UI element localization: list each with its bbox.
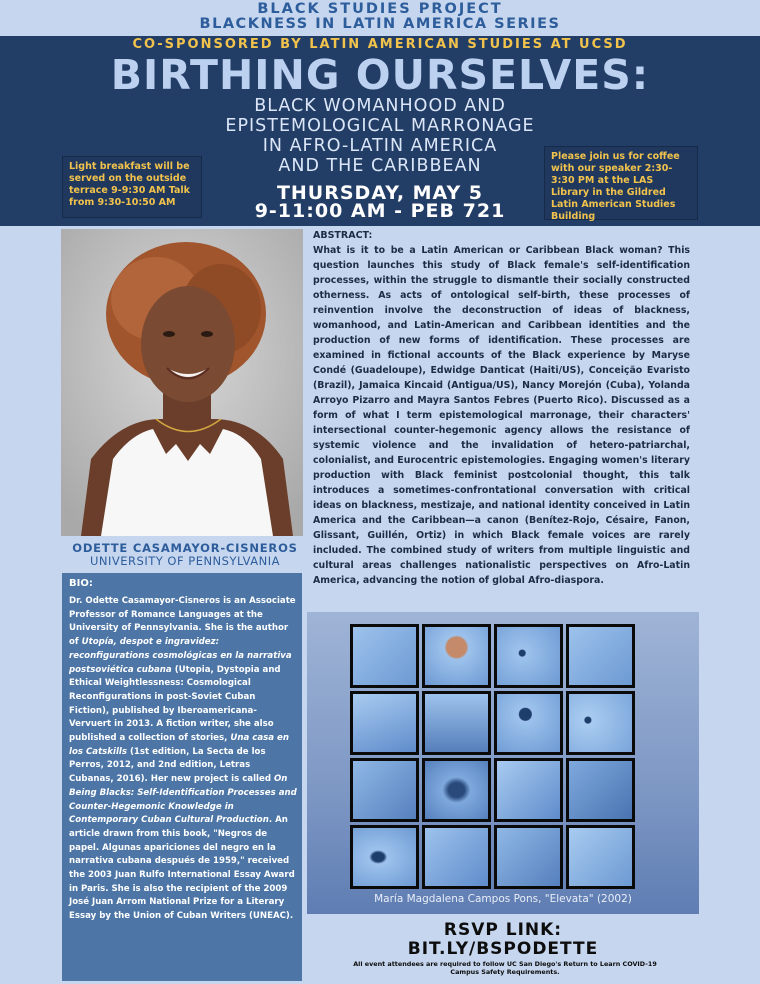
artwork-image-grid	[350, 624, 633, 888]
speaker-affiliation: UNIVERSITY OF PENNSYLVANIA	[90, 554, 280, 568]
event-subtitle	[170, 96, 590, 176]
artwork-tile	[566, 758, 635, 822]
event-time-place: 9-11:00 AM - PEB 721	[254, 200, 506, 222]
artwork-tile	[566, 825, 635, 889]
abstract-text: What is it to be a Latin American or Caribbean Black woman? This question launches this study of Black female's self-identification processes, within the struggle to dismantle their socially constructed otherness. As acts of ontological self-birth, these processes of reinvention involve the deconstruction of ideas of blackness, womanhood, and Latin-American and Caribbean identities and the production of new forms of identification. These processes are examined in fictional accounts of the Black experience by Maryse Condé (Guadeloupe), Edwidge Danticat (Haiti/US), Conceição Evaristo (Brazil), Jamaica Kincaid (Antigua/US), Nancy Morejón (Cuba), Yolanda Arroyo Pizarro and Mayra Santos Febres (Puerto Rico). Discussed as a form of what I term epistemological marronage, their characters' intersectional counter-hegemonic agency allows the resistance of systemic violence and the invalidation of hetero-patriarchal, colonialist, and Eurocentric epistemologies. Engaging women's literary production with Black feminist postcolonial thought, this talk introduces a sometimes-confrontational conversation with critical ideas on blackness, mestizaje, and national identity conceived in Latin America and the Caribbean—a canon (Benítez-Rojo, Césaire, Fanon, Glissant, Guillén, Ortiz) in which Black female voices are rarely included. The combined study of writers from multiple linguistic and cultural areas challenges nationalistic perspectives on Afro-Latin America, advancing the notion of global Afro-diaspora.	[313, 245, 690, 586]
covid-notice: All event attendees are required to follow UC San Diego's Return to Learn COVID-19 Campus Safety Requirements.	[353, 960, 657, 976]
abstract-heading: ABSTRACT:	[313, 230, 373, 241]
subtitle-line: AND THE CARIBBEAN	[278, 156, 482, 176]
artwork-tile	[422, 825, 491, 889]
speaker-portrait-image	[61, 229, 303, 536]
cosponsor-line: CO-SPONSORED BY LATIN AMERICAN STUDIES AT UCSD	[132, 37, 628, 52]
subtitle-line: IN AFRO-LATIN AMERICA	[262, 136, 498, 156]
subtitle-line: EPISTEMOLOGICAL MARRONAGE	[225, 116, 535, 136]
coffee-note: Please join us for coffee with our speaker 2:30-3:30 PM at the LAS Library in the Gildred Latin American Studies Building	[544, 146, 698, 220]
event-title: BIRTHING OURSELVES:	[110, 51, 650, 99]
bio-segment: Dr. Odette Casamayor-Cisneros is an Associate Professor of Romance Languages at the University of Pennsylvania. She is the author of	[69, 596, 296, 648]
event-date: THURSDAY, MAY 5	[276, 182, 484, 204]
series-title: BLACK STUDIES PROJECT	[257, 1, 503, 17]
artwork-tile	[350, 825, 419, 889]
bio-segment: (Utopia, Dystopia and Ethical Weightlessness: Cosmological Reconfigurations in post-Soviet Cuban Fiction), published by Iberoamericana-Vervuert in 2013. A fiction writer, she also published a collection of stories,	[69, 664, 281, 744]
book-title: On Being Blacks: Self-Identification Processes and Counter-Hegemonic Knowledge in Contemporary Cuban Cultural Production	[69, 774, 297, 826]
bio-heading: BIO:	[69, 578, 93, 589]
book-title: Utopía, despot e ingravidez: reconfigurations cosmológicas en la narrativa postsoviética cubana	[69, 637, 292, 675]
bio-segment: . An article drawn from this book, "Negros de papel. Algunas apariciones del negro en la narrativa cubana después de 1959," received the 2003 Juan Rulfo International Essay Award in Paris. She is also the recipient of the 2009 José Juan Arrom National Prize for a Literary Essay by the Union of Cuban Writers (UNEAC).	[69, 815, 295, 922]
artwork-tile	[494, 624, 563, 688]
artwork-tile	[350, 624, 419, 688]
bio-text	[69, 595, 297, 924]
artwork-tile	[566, 691, 635, 755]
artwork-tile	[422, 691, 491, 755]
artwork-tile	[494, 691, 563, 755]
artwork-tile	[494, 825, 563, 889]
artwork-tile	[422, 624, 491, 688]
speaker-photo	[61, 229, 303, 536]
book-title: Una casa en los Catskills	[69, 733, 289, 757]
series-subtitle: BLACKNESS IN LATIN AMERICA SERIES	[199, 16, 561, 32]
artwork-tile	[494, 758, 563, 822]
artwork-tile	[422, 758, 491, 822]
rsvp-label: RSVP LINK:	[443, 920, 563, 940]
subtitle-line: BLACK WOMANHOOD AND	[254, 96, 506, 116]
artwork-tile	[566, 624, 635, 688]
rsvp-link[interactable]: BIT.LY/BSPODETTE	[407, 939, 599, 959]
bio-segment: (1st edition, La Secta de los Perros, 2012, and 2nd edition, Letras Cubanas, 2016). Her new project is called	[69, 746, 274, 785]
speaker-name: ODETTE CASAMAYOR-CISNEROS	[72, 541, 298, 555]
breakfast-note: Light breakfast will be served on the outside terrace 9-9:30 AM Talk from 9:30-10:50 AM	[62, 156, 202, 218]
artwork-tile	[350, 691, 419, 755]
artwork-caption: María Magdalena Campos Pons, "Elevata" (2002)	[374, 893, 632, 905]
artwork-tile	[350, 758, 419, 822]
